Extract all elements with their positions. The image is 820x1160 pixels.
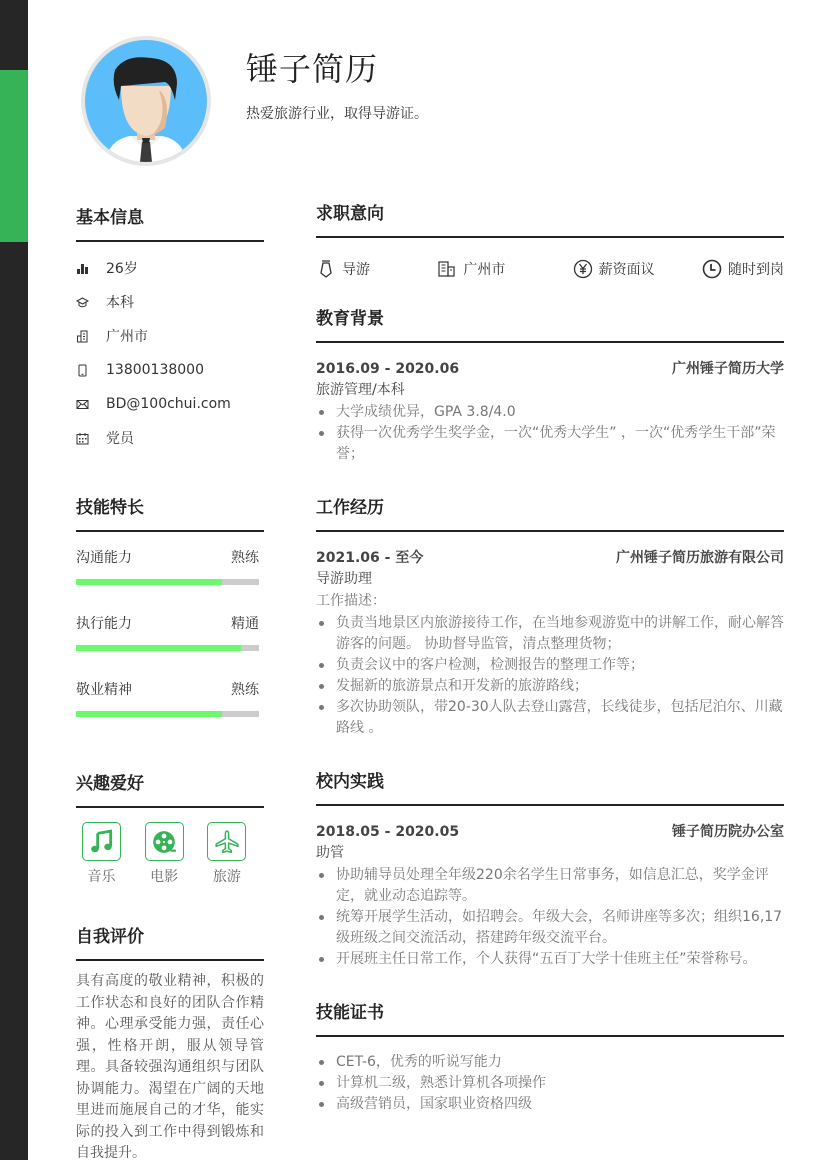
info-education [76,285,264,319]
skill-item [76,675,264,717]
bullet-item: 计算机二级，熟悉计算机各项操作 [316,1073,784,1094]
bullet-item: CET-6，优秀的听说写能力 [316,1052,784,1073]
education-header [316,359,784,379]
bullet-item: 负责会议中的客户检测，检测报告的整理工作等； [316,655,784,676]
section-divider [76,806,264,808]
education-section [316,306,784,465]
skill-bar [76,579,259,585]
section-title: 校内实践 [316,772,384,792]
education-school: 广州锤子简历大学 [672,361,784,377]
campus-section [316,769,784,970]
bullet-item: 协助辅导员处理全年级220余名学生日常事务，如信息汇总，奖学金评定，就业动态追踪等。 [316,865,784,907]
section-title: 教育背景 [316,309,384,329]
bar-chart-icon [76,262,106,275]
hobbies-section [76,771,264,886]
left-column [76,205,264,1160]
work-desc-label: 工作描述： [316,593,386,609]
info-phone [76,353,264,387]
section-divider [316,804,784,806]
skill-bar-fill [76,711,222,717]
info-value: BD@100chui.com [106,396,231,412]
intent-city [437,259,505,279]
music-icon [82,822,121,861]
work-position: 导游助理 [316,571,372,587]
education-major: 旅游管理/本科 [316,382,405,398]
section-title: 基本信息 [76,208,144,228]
hobby-label: 旅游 [212,869,241,885]
skill-name: 敬业精神 [76,682,132,698]
bullet-item: 高级营销员，国家职业资格四级 [316,1094,784,1115]
section-divider [316,530,784,532]
campus-org: 锤子简历院办公室 [672,824,784,840]
skill-level: 精通 [231,616,259,632]
hobby-label: 电影 [150,869,179,885]
intent-label: 广州市 [463,262,506,278]
skill-bar [76,645,259,651]
building-icon [437,259,457,279]
bullet-item: 开展班主任日常工作，个人获得“五百丁大学十佳班主任”荣誉称号。 [316,949,784,970]
section-divider [76,959,264,961]
intent-label: 薪资面议 [598,262,655,278]
intent-salary [573,259,655,279]
education-period: 2016.09 - 2020.06 [316,361,460,377]
film-reel-icon [145,822,184,861]
section-title: 技能证书 [316,1003,384,1023]
sidebar-accent [0,70,28,242]
campus-header [316,822,784,842]
skill-bar-fill [76,645,241,651]
section-title: 自我评价 [76,927,144,947]
section-divider [316,341,784,343]
campus-role: 助管 [316,845,344,861]
building-icon [76,330,106,343]
section-title: 技能特长 [76,498,144,518]
resume-motto: 热爱旅游行业，取得导游证。 [246,106,428,122]
info-value: 本科 [106,295,134,311]
mail-icon [76,398,106,411]
basic-info-list [76,251,264,455]
bullet-item: 负责当地景区内旅游接待工作，在当地参观游览中的讲解工作，耐心解答游客的问题。 协助督导监管，清点整理货物； [316,613,784,655]
bullet-item: 发掘新的旅游景点和开发新的旅游路线； [316,676,784,697]
hobby-item [201,822,264,886]
basic-info-section [76,205,264,455]
bullet-item: 大学成绩优异，GPA 3.8/4.0 [316,402,784,423]
cert-bullets [316,1052,784,1115]
right-column [316,205,784,1115]
resume-name: 锤子简历 [246,50,379,88]
info-age [76,251,264,285]
hobby-list [76,822,264,886]
work-section [316,495,784,739]
skill-item [76,543,264,585]
section-title: 工作经历 [316,498,384,518]
calendar-icon [76,432,106,445]
self-eval-section [76,924,264,1160]
skill-level: 熟练 [231,682,259,698]
skill-name: 沟通能力 [76,550,132,566]
info-value: 广州市 [106,329,148,345]
graduation-cap-icon [76,296,106,309]
clock-icon [702,259,722,279]
work-bullets [316,613,784,739]
work-company: 广州锤子简历旅游有限公司 [616,550,784,566]
work-period: 2021.06 - 至今 [316,550,424,566]
info-value: 13800138000 [106,362,204,378]
tie-icon [316,259,336,279]
intent-label: 导游 [342,262,370,278]
section-divider [316,236,784,238]
airplane-icon [207,822,246,861]
section-title: 兴趣爱好 [76,774,144,794]
bullet-item: 多次协助领队，带20-30人队去登山露营，长线徒步，包括尼泊尔、川藏路线 。 [316,697,784,739]
section-divider [76,240,264,242]
info-value: 党员 [106,431,134,447]
job-intent-list [316,258,784,280]
skill-level: 熟练 [231,550,259,566]
avatar-illustration-icon [85,40,207,162]
job-intent-section [316,201,784,280]
hobby-item [139,822,202,886]
phone-icon [76,364,106,377]
skill-bar [76,711,259,717]
bullet-item: 统筹开展学生活动，如招聘会。年级大会，名师讲座等多次；组织16,17级班级之间交流活动，搭建跨年级交流平台。 [316,907,784,949]
skill-item [76,609,264,651]
info-email [76,387,264,421]
intent-availability [702,259,784,279]
info-politics [76,421,264,455]
section-title: 求职意向 [316,204,384,224]
self-eval-text: 具有高度的敬业精神，积极的工作状态和良好的团队合作精神。心理承受能力强，责任心强，性格开朗，服从领导管理。具备较强沟通组织与团队协调能力。渴望在广阔的天地里进而施展自己的才华，能实际的投入到工作中得到锻炼和自我提升。 [76,973,264,1160]
avatar [81,36,211,166]
info-city [76,319,264,353]
yen-icon [573,259,593,279]
work-header [316,548,784,568]
section-divider [76,530,264,532]
intent-position [316,259,370,279]
education-bullets [316,402,784,465]
skill-name: 执行能力 [76,616,132,632]
bullet-item: 获得一次优秀学生奖学金，一次“优秀大学生” ，一次“优秀学生干部”荣誉； [316,423,784,465]
campus-bullets [316,865,784,970]
skills-section [76,495,264,717]
hobby-label: 音乐 [87,869,116,885]
hobby-item [76,822,139,886]
campus-period: 2018.05 - 2020.05 [316,824,460,840]
info-value: 26岁 [106,261,138,277]
skill-bar-fill [76,579,222,585]
intent-label: 随时到岗 [727,262,784,278]
section-divider [316,1035,784,1037]
certs-section [316,1000,784,1115]
